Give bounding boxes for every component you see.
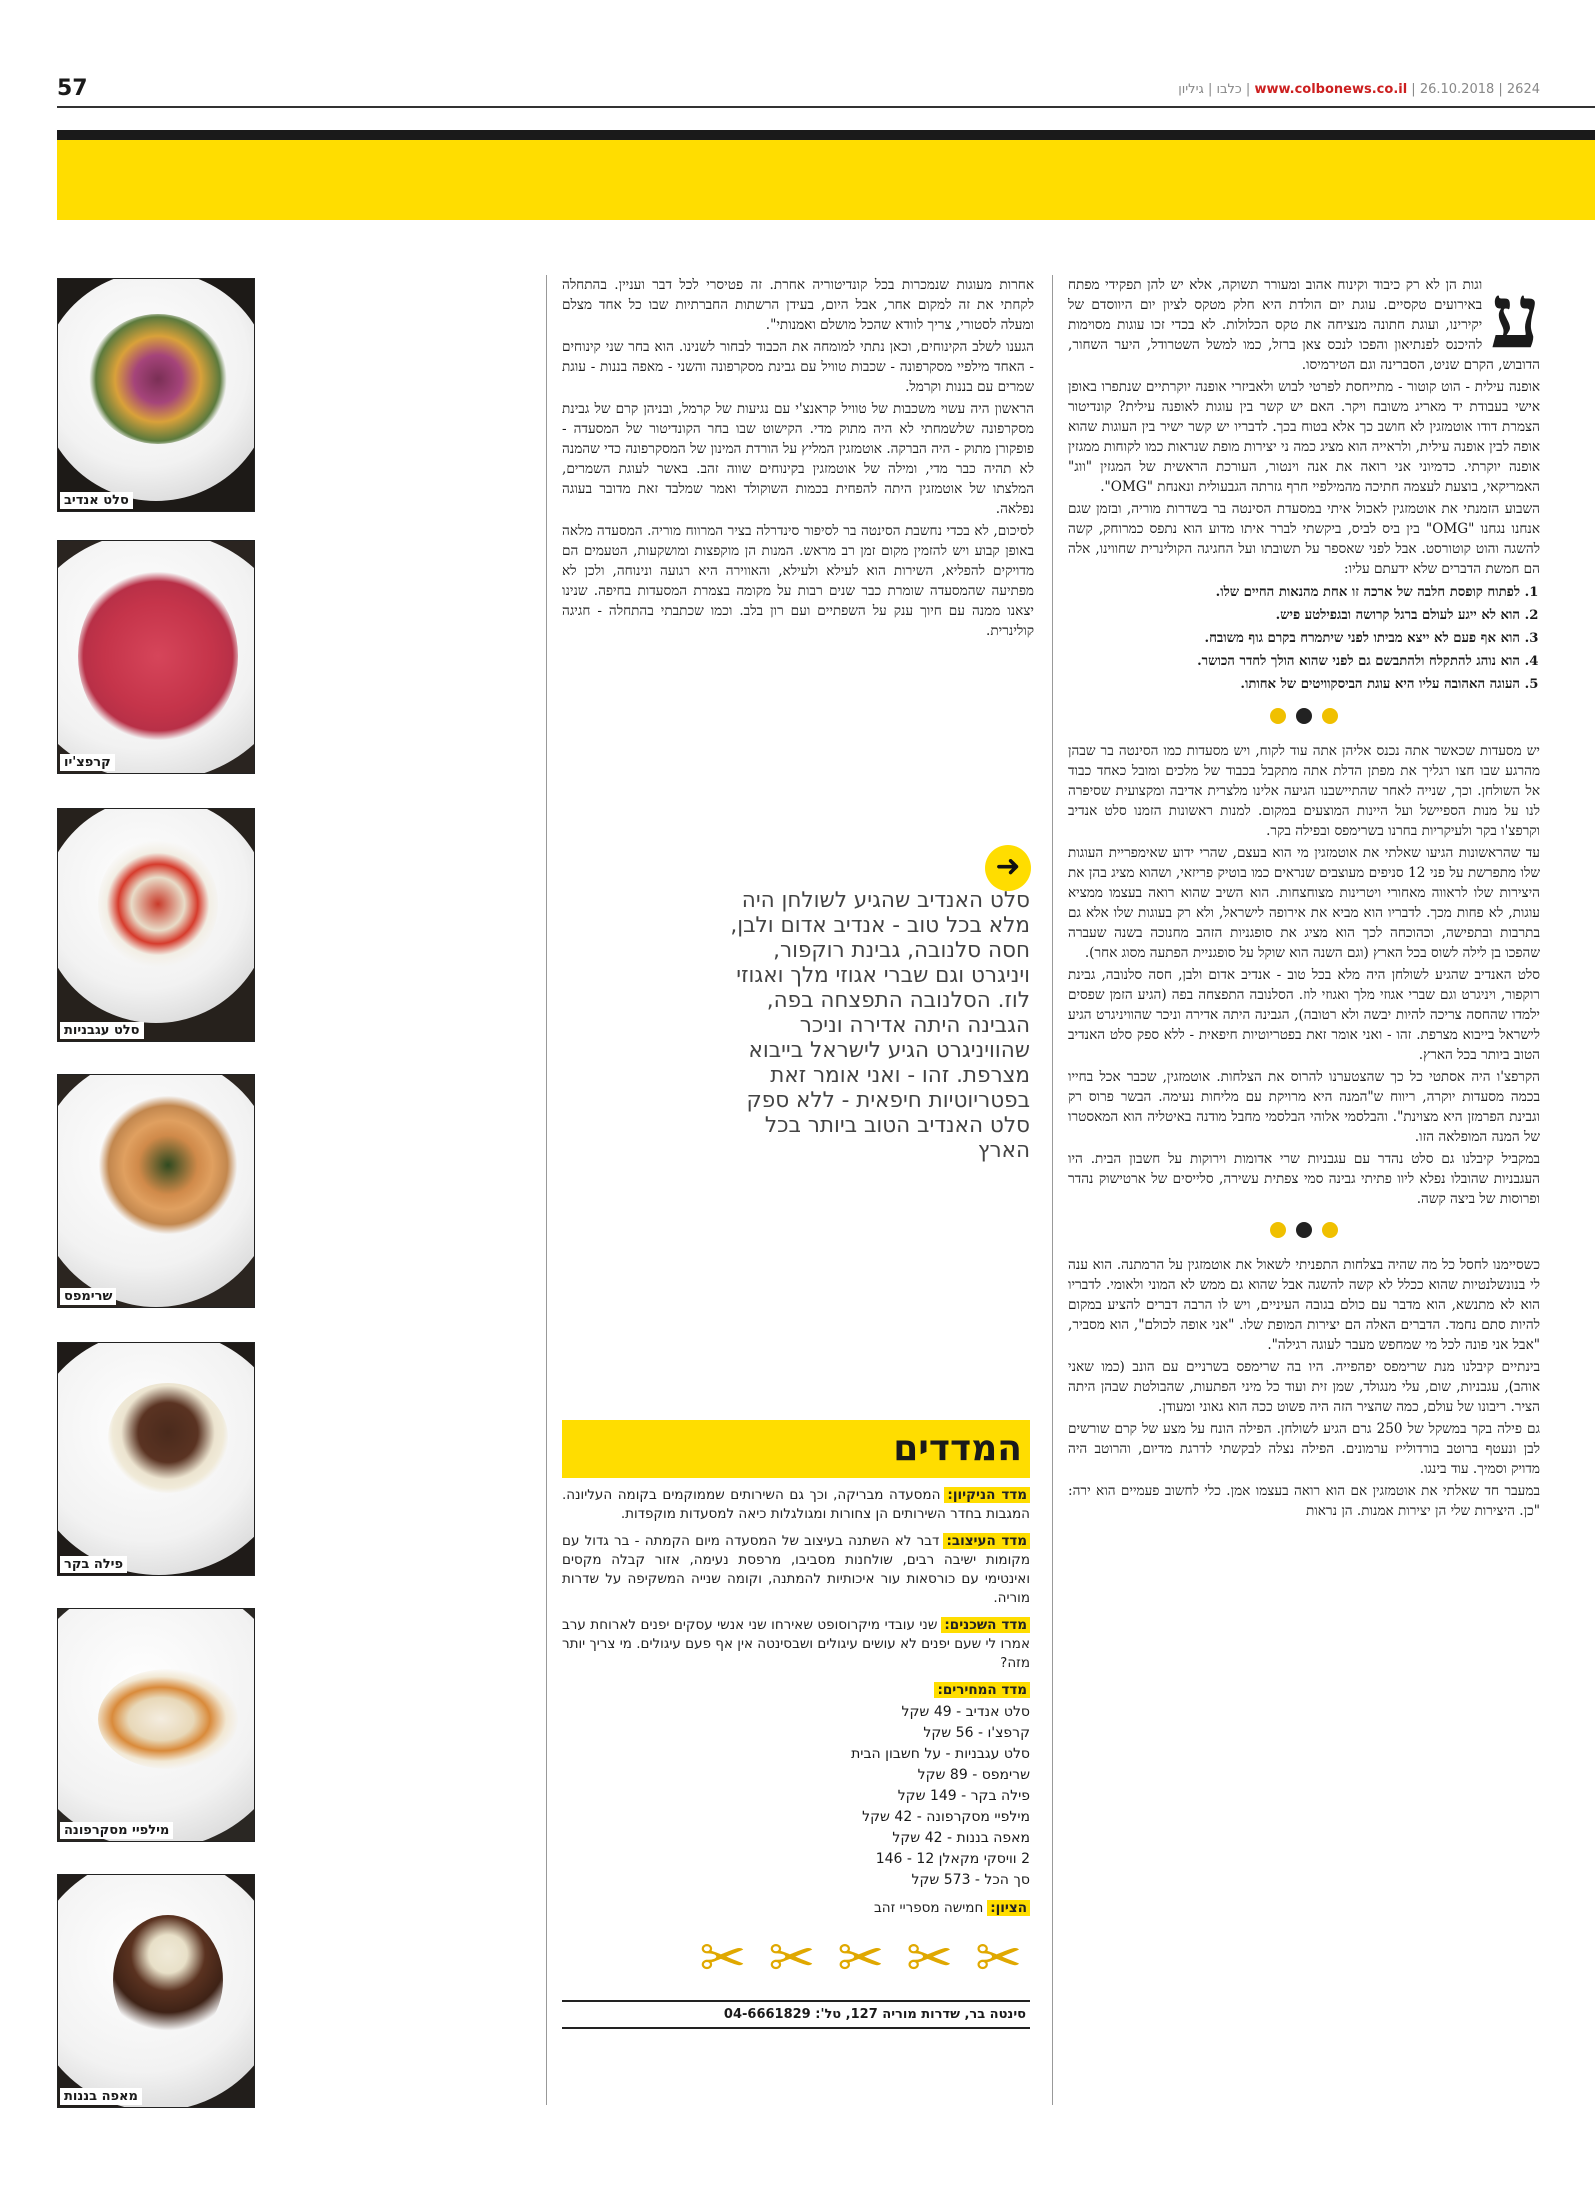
photo-carpaccio	[57, 540, 255, 774]
restaurant-address: סינטה בר, שדרות מוריה 127, טל': 04-6661829	[562, 2000, 1030, 2029]
article-paragraph: בינתיים קיבלנו מנת שרימפס יפהפייה. היו בה שרימפס בשרניים עם הונב (כמו שאני אוהב), עגבניות, שום, עלי מנגולד, שמן זית ועוד כל מיני הפתעות, שהבולטת שבהן היתה הציר. ריבונו של עולם, כמה שהציר הזה היה פשוט ככה הוא גאוני ומעודן.	[1068, 1359, 1540, 1415]
price-item: 2 וויסקי מקאלן 12 - 146	[875, 1851, 1030, 1867]
facts-list	[1068, 583, 1540, 695]
rating-cleanliness	[562, 1486, 1030, 1524]
article-paragraph: הקרפצ'ו היה אסתטי כל כך שהצטערנו להרוס את הצלחות. אוטמזגין, שכבר אכל בחייו בכמה מסעדות יוקרה, ריווח ש"המנה היא מרויקת עם מליחות נעימה. הבשר פרוס רק וגבינת הפרמזן היא מצוינת". והבלסמי אלוהי הבלסמי מחבל מודנה באיטליה הוא המאסטרו של המנה המופלאה הזו.	[1068, 1069, 1540, 1145]
article-paragraph: הראשון היה עשוי משכבות של טוויל קראנצ'י עם נגיעות של קרמל, ובניהן קרם של גבינת מסקרפונה שלשמחתי לא היה מתוק מדי. הקישוט שבו בחר הקונדיטור של המסעדה - פופקורן מתוק - היה הברקה. אוטמזגין המליץ על הורדת המינון של המסקרפונה כדי שהמנה לא תהיה כבר מדי, ומילה של אוטמזגין בקינוחים שווה זהב. באשר לעוגת השמרים, המלצתו של אוטמזגין היתה להפחית בכמות השוקולד ואמר שמלבד זאת מדובר בעוגה נפלאה.	[562, 401, 1034, 517]
rating-prices	[562, 1681, 1030, 1700]
photo-millefeuille	[57, 1608, 255, 1842]
ratings-header	[562, 1420, 1030, 1478]
article-paragraph: אופנה עילית - הוט קוטור - מתייחסת לפרטי לבוש ולאביזרי אופנה יוקרתיים שנתפרו באופן אישי בעבודת יד מאריג משובח ויקר. האם יש קשר בין עוגות לאופנה עילית? קונדיטור הצמרת דודו אוטמזגין לא חושב כך אלא בטוח בכך. לדבריו יש קשר ישיר בין העוגות שהוא אופה לבין אופנה עילית, ולראייה הוא מציג כמה ני יצירות מופת שנראות כמו לקוחות ממגזין אופנה יוקרתי. כדמיוני אני רואה את אנה וינטור, העורכת הראשית של המגזין "ווג" האמריקאי, בוצעת לעצמה חתיכה מהמילפיי חרף גזרתה הגבעולית ונאנחת "OMG".	[1068, 379, 1540, 495]
price-item: מאפה בננות - 42 שקל	[892, 1830, 1030, 1846]
list-item: 1. לפתוח קופסת חלבה של ארכה זו אחת מהנאות החיים שלו.	[1068, 583, 1520, 603]
price-item: סלט אנדיב - 49 שקל	[901, 1704, 1030, 1720]
scissors-icon: ✂	[837, 1926, 885, 1991]
ratings-box	[562, 1420, 1030, 2029]
scissors-icon: ✂	[906, 1926, 954, 1991]
price-list	[562, 1702, 1030, 1891]
rating-text: שני עובדי מיקרוסופט שאירחו שני אנשי עסקים יפנים לארוחת ערב אמרו לי שעם יפנים לא עושים עיגולים ושבסינטה אין אף פעם עיגולים. מי צריך יותר מזה?	[562, 1617, 1030, 1671]
price-item: סלט עגבניות - על חשבון הבית	[851, 1746, 1030, 1762]
dropcap: ע	[1490, 264, 1540, 368]
photo-shrimp	[57, 1074, 255, 1308]
scissors-icon: ✂	[768, 1926, 816, 1991]
scissors-icon: ✂	[699, 1926, 747, 1991]
issue-info: 26.10.2018 | 2624 | כלבו | גיליון	[1178, 82, 1540, 97]
arrow-icon: ➜	[985, 845, 1031, 891]
banana-pastry	[113, 1915, 223, 2045]
dot-icon	[1270, 708, 1286, 724]
article-paragraph: לסיכום, לא בכדי נחשבת הסינטה בר לסיפור סינדרלה בציר המרווח מוריה. המסעדה מלאה באופן קבוע ויש להזמין מקום זמן רב מראש. המנות הן מוקפצות ומושקעות, הטעמים הם מדויקים להפליא, השירות הוא לעילא ולעילא, והאווירה היא רגועה ונינוחה, ולכן לא מפתיעה שהמסעדה שומרת כבר שנים רבות על מקומה בצמרת המסעדות בחיפה. שנינו יצאנו ממנה עם חיוך ענק על השפתיים ועם רון בלב. וכמו שכתבתי בהתחלה - חגיגה קולינרית.	[562, 523, 1035, 639]
photo-label: מילפיי מסקרפונה	[60, 1822, 173, 1839]
photo-label: מאפה בננות	[60, 2088, 142, 2105]
yellow-banner	[57, 130, 1595, 220]
list-item: 4. הוא נוהג להתקלח ולהתבשם גם לפני שהוא הולך לחדר הכושר.	[1068, 652, 1520, 672]
article-paragraph: השבוע הזמנתי את אוטמזגין לאכול איתי במסעדת הסינטה בר בשדרות מוריה, ובזמן שגם אנחנו נגחנו "OMG" בין ביס לביס, ביקשתי לברר איתו מדוע הוא נתפס כמרוחק, קשה להשגה והוט קוטורסט. אבל לפני שאספר על תשובתו ועל החגיגה הקולינרית שחווינו, אלה הם חמשת הדברים שלא ידעתם עליו:	[1068, 501, 1540, 577]
ratings-title: המדדים	[893, 1428, 1022, 1469]
article-paragraph: עד שהראשונות הגיעו שאלתי את אוטמזגין מי הוא בעצם, שהרי ידוע שאימפריית העוגות שלו מתפרשת על פני 12 סניפים מעוצבים שנראים כמו בוטיק פריזאי, ושהוא מציג בהן את היצירות שלו לראווה מאחורי ויטרינות מצוחצחות. הוא השיב שהוא רואה בעצמו ממציא עוגות, לא פחות מכך. לדבריו הוא מביא את אירופה לישראל, ולא רק בעוגות שלו אלא גם בתרבות ובתפישה, וכהוכחה לכך הוא מציג את סופגניות הזהב מחנוכה בשנה שעברה שהפכו בן לילה לשוס בכל הארץ (וגם השנה הוא שוקל על סופגניית הפתעה מסוג אחר).	[1068, 845, 1540, 961]
photo-label: שרימפס	[60, 1288, 116, 1305]
price-item: פילה בקר - 149 שקל	[897, 1788, 1030, 1804]
rating-text: חמישה מספריי זהב	[873, 1900, 984, 1916]
rating-neighbors	[562, 1616, 1030, 1673]
price-item: שרימפס - 89 שקל	[917, 1767, 1030, 1783]
rating-text: דבר לא השתנה בעיצוב של המסעדה מיום הקמתה - בר גדול עם מקומות ישיבה רבים, שולחנות מסביבו, מרפסת נעימה, אזור קבלה מקסים ואינטימי עם כורסאות עור איכותיות להמתנה, וקומה שנייה המשקיפה על שדרות מוריה.	[562, 1533, 1030, 1606]
rating-text: המסעדה מבריקה, וכך גם השירותים שממוקמים בקומה העליונה. המגבות בחדר השירותים הן צחורות ומגולגלות כיאה למסעדות מוקפדות.	[562, 1487, 1030, 1522]
page-number: 57	[57, 76, 88, 101]
rating-tag: מדד הניקיון:	[944, 1487, 1030, 1503]
photo-tomato-salad	[57, 808, 255, 1042]
article-paragraph: גם פילה בקר במשקל של 250 גרם הגיע לשולחן. הפילה הונח על מצע של קרם שורשים לבן ונעטף ברוטב בורדולייז ערמונים. הפילה נצלה לבקשתי לדרגת מדיום, והרוטב היה מדויק וסמיך. עוד בינגו.	[1068, 1421, 1540, 1477]
article-paragraph: יש מסעדות שכאשר אתה נכנס אליהן אתה עוד לקוח, ויש מסעדות כמו הסינטה בר שבהן מהרגע שבו חצו רגליך את מפתן הדלת אתה מתקבל בכבוד של מלכים ומובל כאחד כבוד אל השולחן. וכך, שנייה לאחר שהתיישבנו הגיעה אלינו מלצרית אדיבה ומקצועית שסיפרה לנו על מנות הספיישל ועל היינות המוצעים במקום. למנות ראשונות הזמנו סלט אנדיב וקרפצ'ו בקר ולעיקריות בחרנו בשרימפס ובפילה בקר.	[1068, 743, 1540, 839]
list-item: 5. העוגה האהובה עליו היא עוגת הביסקוויטים של אחותו.	[1068, 675, 1520, 695]
price-total: סך הכל - 573 שקל	[911, 1872, 1030, 1888]
carpaccio	[78, 566, 238, 746]
dot-icon	[1322, 1222, 1338, 1238]
article-paragraph: הגענו לשלב הקינוחים, וכאן נתתי למומחה את הכבוד לבחור לשנינו. הוא בחר שני קינוחים - האחד מילפיי מסקרפונה - שכבות טוויל עם גבינת מסקרפונה והשני - מאפה בננות - עוגת שמרים עם בננות וקרמל.	[562, 339, 1034, 395]
rating-tag: מדד המחירים:	[934, 1682, 1030, 1698]
rating-tag: מדד השכנים:	[941, 1617, 1030, 1633]
score-scissors	[562, 1926, 1030, 1992]
banner-dark-stripe	[57, 130, 1595, 140]
rating-tag: הציון:	[987, 1900, 1030, 1916]
article-column-middle	[562, 275, 1034, 643]
shrimp-dish	[98, 1095, 238, 1235]
photo-endive-salad	[57, 278, 255, 512]
article-column-right	[1068, 264, 1540, 1523]
header-rule	[57, 106, 1595, 108]
pull-quote: סלט האנדיב שהגיע לשולחן היה מלא בכל טוב - אנדיב אדום ולבן, חסה סלנובה, גבינת רוקפור, ויניגרט וגם שברי אגוזי מלך ואגוזי לוז. הסלנובה התפצחה בפה, הגבינה היתה אדירה וניכר שהוויניגרט הגיע לישראל בייבוא מצרפת. זהו - ואני אומר זאת בפטריוטיות חיפאית - ללא ספק סלט האנדיב הטוב ביותר בכל הארץ	[730, 888, 1030, 1163]
photo-label: פילה בקר	[60, 1556, 127, 1573]
dot-icon	[1296, 708, 1312, 724]
article-paragraph: אחרות מעוגות שנמכרות בכל קונדיטוריה אחרת. זה פטיסרי לכל דבר ועניין. בהתחלה לקחתי את זה למקום אחר, אבל היום, בעידן הרשתות החברתיות שבו כל אחד מצלם ומעלה לסטורי, צריך לוודא שהכל מושלם ואמנותי".	[562, 277, 1034, 333]
photo-label: סלט אנדיב	[60, 492, 133, 509]
price-item: מילפיי מסקרפונה - 42 שקל	[862, 1809, 1030, 1825]
photo-label: קרפצ'יו	[60, 754, 115, 771]
tomato-salad	[98, 839, 218, 969]
article-paragraph: במקביל קיבלנו גם סלט נהדר עם עגבניות שרי אדומות וירוקות על חשבון הבית. היו העגבניות שהובלו נפלא ליוו פתיתי גבינה סמי צפתית עשירה, סלייסים של ארטישוק נהדר ופרוסות של ביצה קשה.	[1068, 1151, 1540, 1207]
photo-banana-pastry	[57, 1874, 255, 2108]
site-url[interactable]: www.colbonews.co.il	[1254, 82, 1408, 97]
dot-icon	[1296, 1222, 1312, 1238]
photo-beef-fillet	[57, 1342, 255, 1576]
list-item: 2. הוא לא ייגע לעולם ברגל קרושה ובגפילטע פיש.	[1068, 606, 1520, 626]
article-paragraph: במעבר חד שאלתי את אוטמזגין אם הוא רואה בעצמו אמן. כלי לחשוב פעמיים הוא ירה: "כן. היצירות שלי הן יצירות אמנות. הן נראות	[1068, 1483, 1540, 1519]
price-item: קרפצ'ו - 56 שקל	[923, 1725, 1030, 1741]
dot-icon	[1270, 1222, 1286, 1238]
section-separator	[1068, 705, 1540, 725]
salad	[88, 314, 228, 444]
list-item: 3. הוא אף פעם לא ייצא מביתו לפני שיתמרח בקרם גוף משובח.	[1068, 629, 1520, 649]
beef-fillet	[108, 1383, 228, 1493]
scissors-icon: ✂	[975, 1926, 1022, 1991]
article-paragraph: וגות הן לא רק כיבוד וקינוח אהוב ומעורר תשוקה, אלא יש להן תפקידי מפתח באירועים טקסיים. עוגת יום הולדת היא חלק מטקס לציון יום היווסדם של יקירינו, ועוגת חתונה מנציחה את טקס הכלולות. לא בכדי זכו עוגות מסוימות להיכנס לפנתיאון והפכו לנכס צאן ברזל, כמו למשל השטרודל, היער השחור, הדובוש, הקרם שניט, הסברינה וגם הטירמיסו.	[1068, 277, 1540, 373]
photo-label: סלט עגבניות	[60, 1022, 144, 1039]
column-divider	[546, 275, 547, 2105]
column-divider	[1052, 275, 1053, 2105]
section-separator	[1068, 1219, 1540, 1239]
article-paragraph: סלט האנדיב שהגיע לשולחן היה מלא בכל טוב - אנדיב אדום ולבן, חסה סלנובה, גבינת רוקפור, ויניגרט וגם שברי אגוזי מלך ואגוזי לוז. הסלנובה התפצחה בפה (הגיע הזמן שפסים ילמדו שהחסה צריכה להיות יבשה ולא רטובה), הגבינה היתה אדירה וניכר שהוויניגרט הגיע לישראל בייבוא מצרפת. זהו - ואני אומר זאת בפטריוטיות חיפאית - ללא ספק סלט האנדיב הטוב ביותר בכל הארץ.	[1068, 967, 1540, 1063]
millefeuille	[98, 1669, 238, 1769]
article-paragraph: כשסיימנו לחסל כל מה שהיה בצלחות התפניתי לשאול את אוטמזגין על הרמתנה. הוא ענה לי בנונשלנטיות שהוא ככלל לא קשה להשגה אבל שהוא גם ממש לא המוני ולאומי. לדבריו הוא לא מתנשא, הוא מדבר עם כולם בגובה העיניים, ויש לו הרבה דברים להציע במקום להיות סתם נחמד. הדברים האלה הם יצירות המופת שלו. "אני אופה לכולם", הוא מסביר, "אבל אני פונה לכל מי שמחפש מעבר לעוגה רגילה".	[1068, 1257, 1540, 1353]
rating-design	[562, 1532, 1030, 1608]
dot-icon	[1322, 708, 1338, 724]
masthead: www.colbonews.co.il | 26.10.2018 | 2624 | כלבו | גיליון	[1178, 82, 1540, 97]
rating-score	[562, 1899, 1030, 1918]
rating-tag: מדד העיצוב:	[943, 1533, 1030, 1549]
